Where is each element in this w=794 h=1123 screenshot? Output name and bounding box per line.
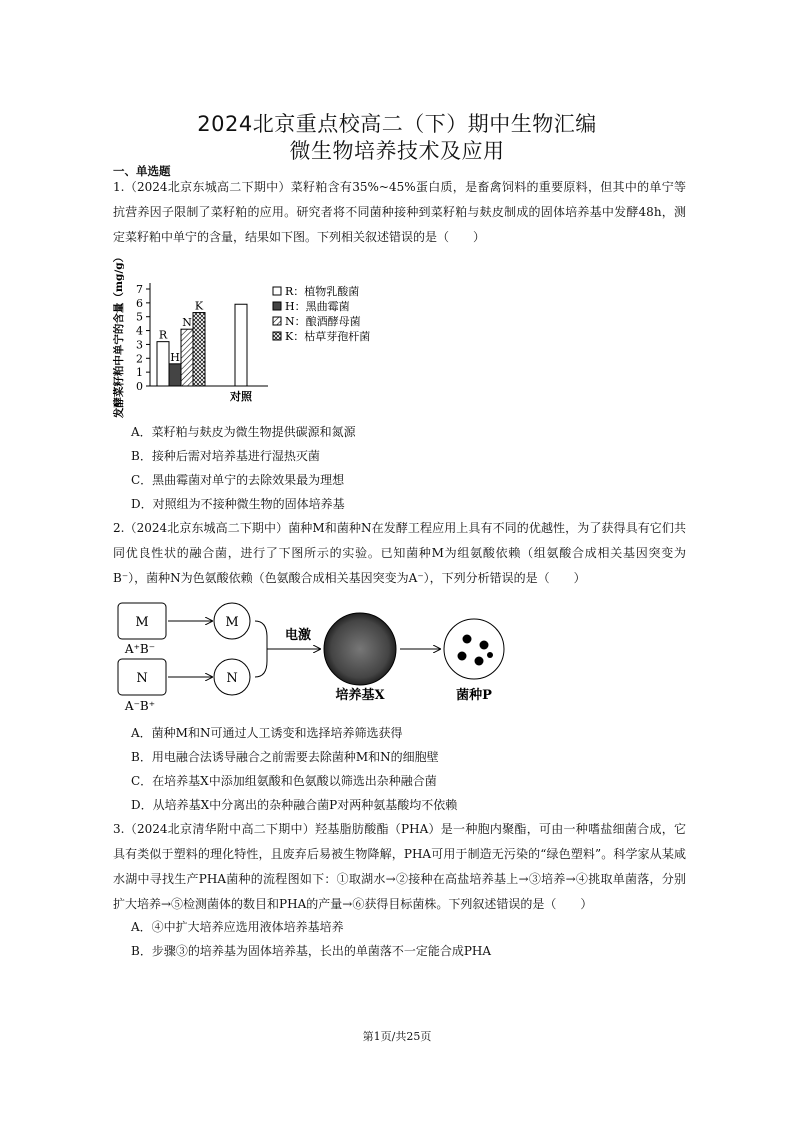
section-heading: 一、单选题 <box>113 164 171 178</box>
medium-x-label: 培养基X <box>335 688 385 703</box>
question-1-stem: 1.（2024北京东城高二下期中）菜籽粕含有35%~45%蛋白质，是畜禽饲料的重要原料，但其中的单宁等抗营养因子限制了菜籽粕的应用。研究者将不同菌种接种到菜籽粕与麸皮制成的固体培养基中发酵48h，测定菜籽粕中单宁的含量，结果如下图。下列相关叙述错误的是（ ） <box>113 180 686 244</box>
legend-n: N：酿酒酵母菌 <box>285 315 361 328</box>
legend-swatch-k <box>273 332 281 340</box>
strain-p-label: 菌种P <box>456 688 492 703</box>
cell-m-label: M <box>225 615 239 630</box>
bar-label-h: H <box>170 350 180 364</box>
q3-option-b: B．步骤③的培养基为固体培养基，长出的单菌落不一定能合成PHA <box>131 944 492 958</box>
tannin-bar-chart <box>108 250 408 420</box>
y-tick-label: 2 <box>136 352 143 366</box>
bar-h <box>169 364 181 386</box>
legend-r: R：植物乳酸菌 <box>285 285 360 298</box>
question-2-stem: 2.（2024北京东城高二下期中）菌种M和菌种N在发酵工程应用上具有不同的优越性，为了获得具有它们共同优良性状的融合菌，进行了下图所示的实验。已知菌种M为组氨酸依赖（组氨酸合成相关基因突变为B⁻），菌种N为色氨酸依赖（色氨酸合成相关基因突变为A⁻），下列分析错误的是（ ） <box>113 521 686 585</box>
page-footer: 第1页/共25页 <box>362 1030 432 1043</box>
legend-k: K：枯草芽孢杆菌 <box>285 330 371 343</box>
colony <box>480 641 489 650</box>
legend-h: H：黑曲霉菌 <box>285 300 350 313</box>
q2-option-b: B．用电融合法诱导融合之前需要去除菌种M和N的细胞壁 <box>131 750 439 764</box>
q1-option-d: D．对照组为不接种微生物的固体培养基 <box>131 497 345 511</box>
page-title: 2024北京重点校高二（下）期中生物汇编 <box>197 112 597 136</box>
strain-n-genotype: A⁻B⁺ <box>124 699 156 713</box>
strain-p-dish <box>444 619 504 679</box>
fusion-diagram <box>110 595 530 720</box>
legend-swatch-r <box>273 287 281 295</box>
strain-m-genotype: A⁺B⁻ <box>124 642 156 656</box>
colony <box>475 657 484 666</box>
y-tick-label: 7 <box>136 283 143 296</box>
q2-option-a: A．菌种M和N可通过人工诱变和选择培养筛选获得 <box>131 726 403 740</box>
x-label-control: 对照 <box>230 390 252 403</box>
medium-x-dish <box>324 613 396 685</box>
y-tick-label: 1 <box>136 366 143 380</box>
bar-label-n: N <box>182 316 192 330</box>
q2-option-c: C．在培养基X中添加组氨酸和色氨酸以筛选出杂种融合菌 <box>131 774 437 788</box>
legend-swatch-n <box>273 317 281 325</box>
q1-option-b: B．接种后需对培养基进行湿热灭菌 <box>131 449 320 463</box>
colony <box>463 635 472 644</box>
y-tick-label: 5 <box>136 310 143 324</box>
y-tick-label: 6 <box>136 296 143 310</box>
q3-option-a: A．④中扩大培养应选用液体培养基培养 <box>131 920 344 934</box>
y-axis-label: 发酵菜籽粕中单宁的含量（mg/g） <box>113 251 125 419</box>
bar-r <box>157 342 169 386</box>
strain-n-box-label: N <box>136 671 148 686</box>
q1-option-a: A．菜籽粕与麸皮为微生物提供碳源和氮源 <box>131 425 356 439</box>
q2-option-d: D．从培养基X中分离出的杂种融合菌P对两种氨基酸均不依赖 <box>131 798 458 812</box>
cell-n-label: N <box>226 671 238 686</box>
page-subtitle: 微生物培养技术及应用 <box>289 139 505 163</box>
colony <box>487 652 493 658</box>
question-3-stem: 3.（2024北京清华附中高二下期中）羟基脂肪酸酯（PHA）是一种胞内聚酯，可由一种嗜盐细菌合成，它具有类似于塑料的理化特性，且废弃后易被生物降解，PHA可用于制造无污染的“绿色塑料”。科学家从某咸水湖中寻找生产PHA菌种的流程图如下：①取湖水→②接种在高盐培养基上→③培养→④挑取单菌落，分别扩大培养→⑤检测菌体的数目和PHA的产量→⑥获得目标菌株。下列叙述错误的是（ ） <box>113 822 686 911</box>
bar-label-k: K <box>194 299 204 313</box>
strain-m-box-label: M <box>135 615 149 630</box>
bar-label-r: R <box>158 328 168 342</box>
colony <box>458 652 467 661</box>
y-tick-label: 0 <box>136 380 143 393</box>
bar-control <box>235 304 247 386</box>
legend-swatch-h <box>273 302 281 310</box>
process-label: 电激 <box>284 628 312 643</box>
bar-n <box>181 329 193 386</box>
bar-k <box>193 313 205 386</box>
y-tick-label: 4 <box>136 324 143 338</box>
y-tick-label: 3 <box>136 338 143 352</box>
q1-option-c: C．黑曲霉菌对单宁的去除效果最为理想 <box>131 473 345 487</box>
legend <box>273 284 370 343</box>
